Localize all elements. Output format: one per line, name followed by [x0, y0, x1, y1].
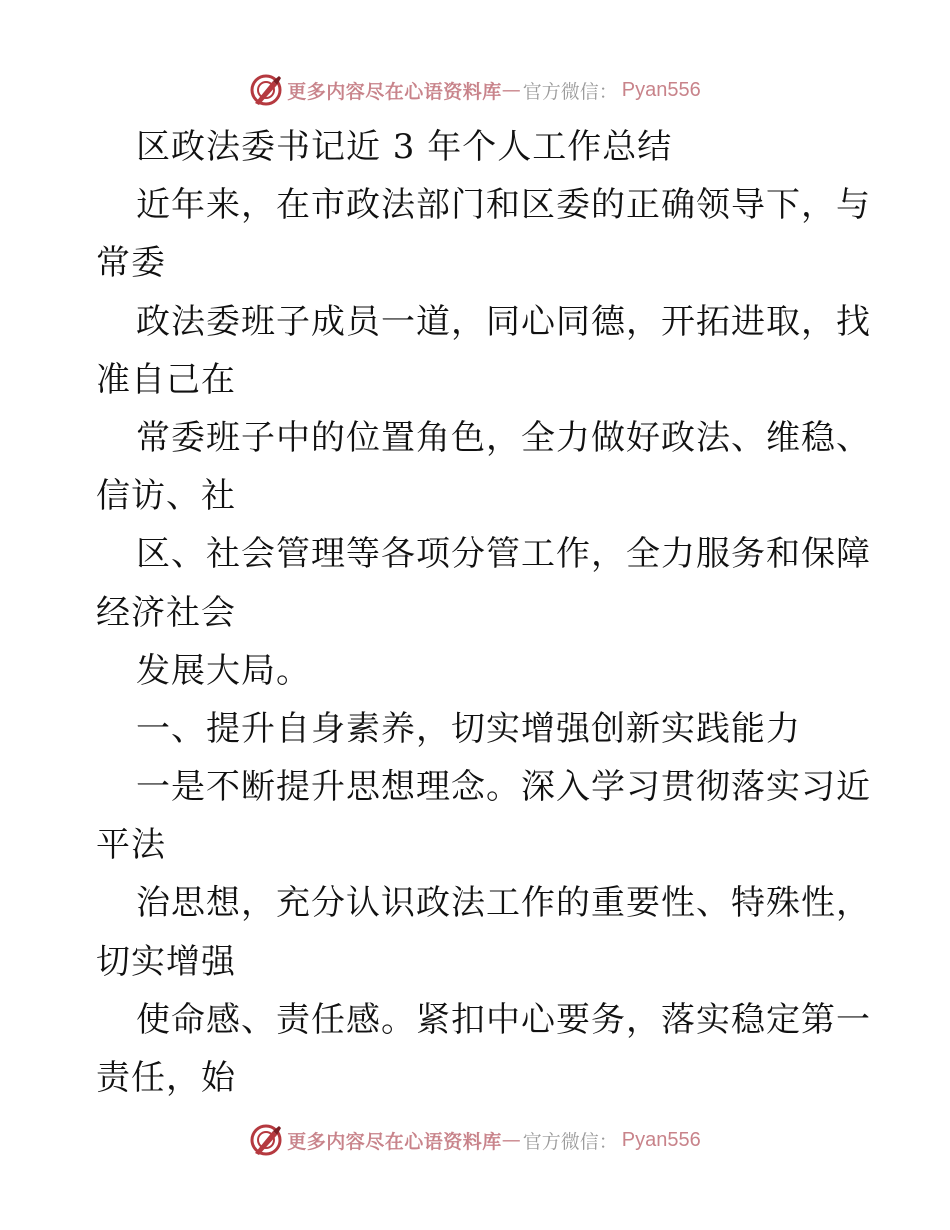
text-line: 信访、社 [96, 476, 236, 517]
text-line: 区、社会管理等各项分管工作，全力服务和保障 [136, 534, 871, 575]
banner-wechat-id: Pyan556 [621, 1128, 701, 1151]
banner-dash: — [501, 79, 521, 101]
banner-main-text: 更多内容尽在心语资料库 [287, 1130, 502, 1153]
text-line: 一、提升自身素养，切实增强创新实践能力 [136, 708, 801, 749]
document-body [96, 118, 871, 1107]
text-line: 发展大局。 [136, 650, 311, 691]
text-line: 切实增强 [96, 941, 236, 982]
text-line: 常委 [96, 243, 166, 284]
footer-banner [0, 1120, 950, 1160]
banner-dash: — [501, 1129, 521, 1151]
banner-official-text: 官方微信 [522, 80, 599, 103]
text-line: 平法 [96, 825, 166, 866]
text-line: 政法委班子成员一道，同心同德，开拓进取，找 [136, 301, 871, 342]
text-line: 准自己在 [96, 359, 236, 400]
text-line: 经济社会 [96, 592, 236, 633]
text-line: 一是不断提升思想理念。深入学习贯彻落实习近 [136, 767, 871, 808]
banner-colon: ： [598, 1130, 618, 1153]
text-line: 区政法委书记近 3 年个人工作总结 [136, 127, 673, 167]
banner-official-text: 官方微信 [522, 1130, 599, 1153]
text-line: 责任，始 [96, 1058, 236, 1098]
banner-colon: ： [598, 80, 618, 103]
banner-wechat-id: Pyan556 [621, 78, 701, 101]
pen-logo-icon [249, 1123, 283, 1157]
banner-main-text: 更多内容尽在心语资料库 [287, 80, 502, 103]
pen-logo-icon [249, 73, 283, 107]
text-line: 近年来，在市政法部门和区委的正确领导下，与 [136, 185, 871, 226]
text-line: 常委班子中的位置角色，全力做好政法、维稳、 [136, 417, 871, 458]
text-line: 治思想，充分认识政法工作的重要性、特殊性， [136, 883, 871, 924]
header-banner [0, 70, 950, 110]
text-line: 使命感、责任感。紧扣中心要务，落实稳定第一 [136, 999, 871, 1040]
